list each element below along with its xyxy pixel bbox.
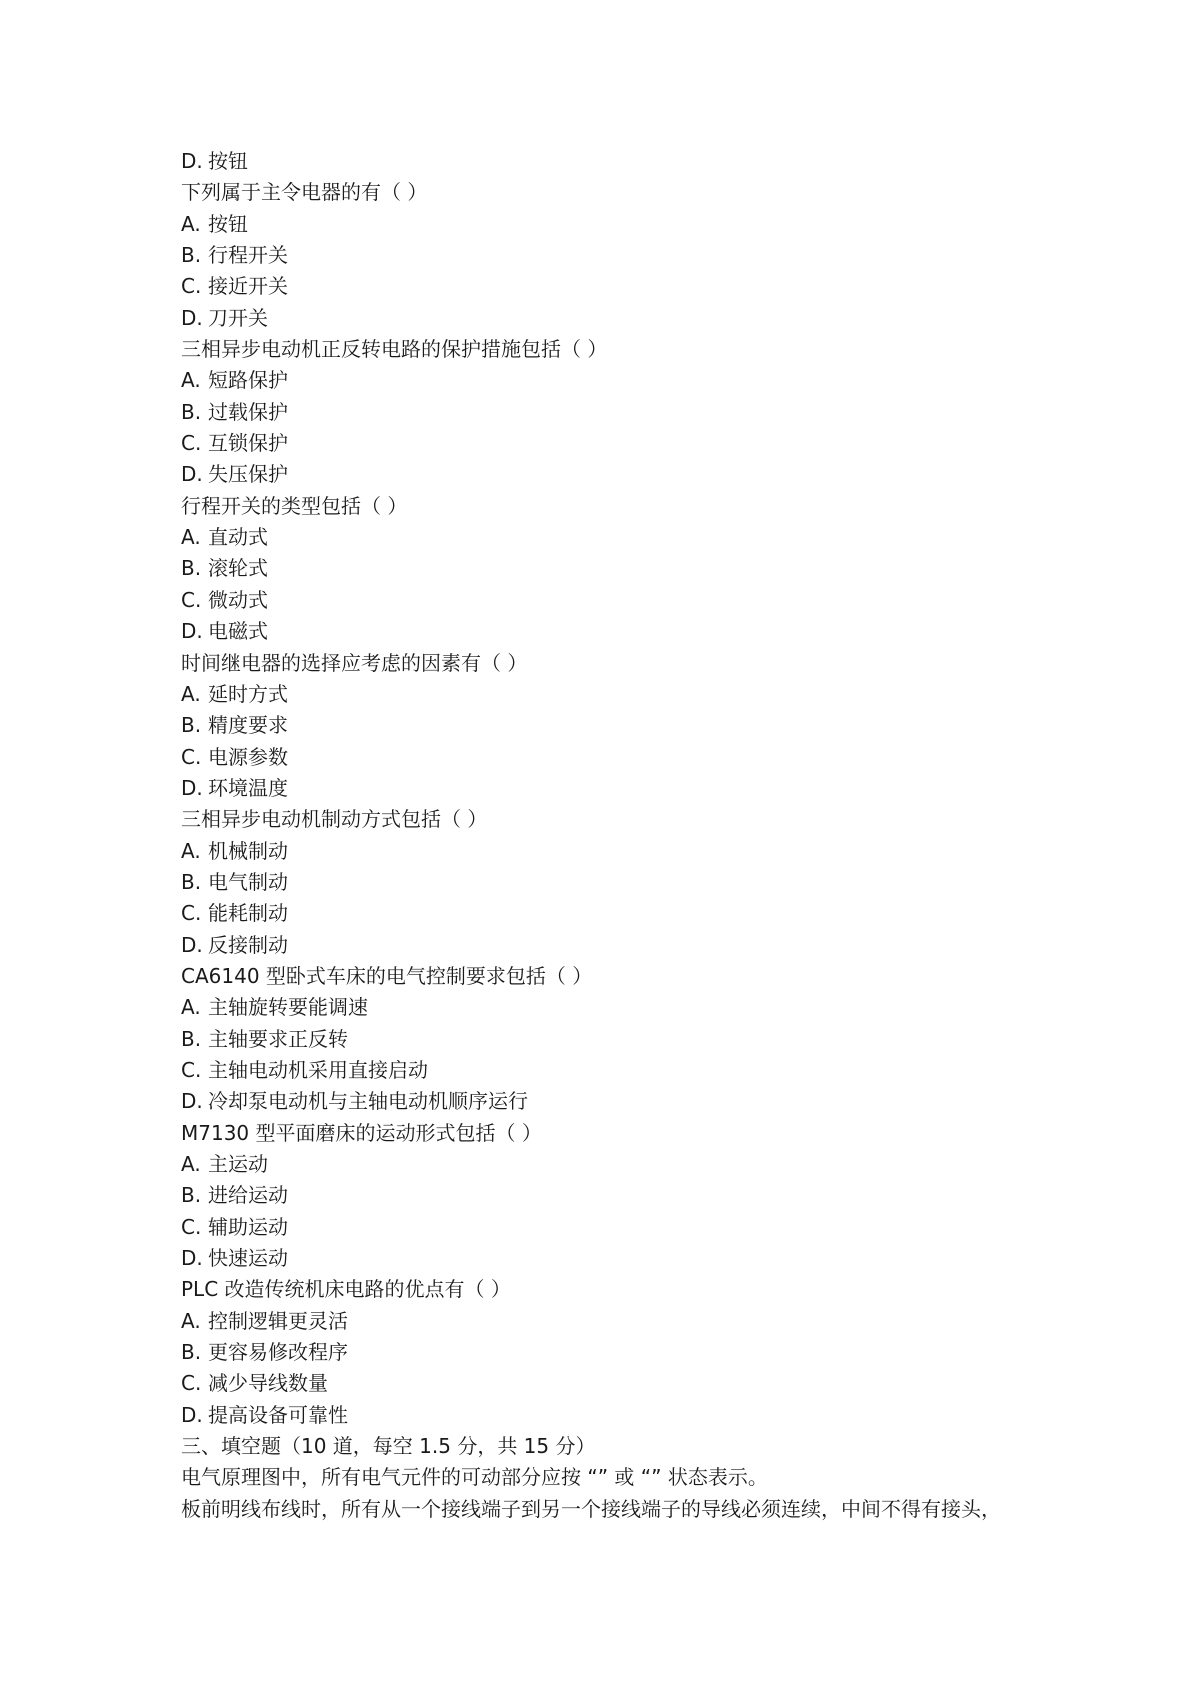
answer-option <box>181 459 1061 490</box>
option-letter: B. <box>181 869 202 894</box>
option-text: 接近开关 <box>208 274 288 299</box>
answer-option <box>181 710 1061 741</box>
option-letter: A. <box>181 368 201 393</box>
option-letter: C. <box>181 1371 202 1396</box>
option-text: 按钮 <box>208 211 248 236</box>
option-text: 主轴要求正反转 <box>208 1026 348 1051</box>
answer-option <box>181 428 1061 459</box>
option-text: 刀开关 <box>208 305 268 330</box>
option-text: 主轴电动机采用直接启动 <box>208 1057 428 1082</box>
document-body <box>181 146 1061 1525</box>
option-letter: A. <box>181 211 201 236</box>
option-letter: B. <box>181 1340 202 1365</box>
option-letter: C. <box>181 901 202 926</box>
option-text: 短路保护 <box>208 368 288 393</box>
question-text: 板前明线布线时，所有从一个接线端子到另一个接线端子的导线必须连续，中间不得有接头， <box>181 1496 1001 1521</box>
option-text: 按钮 <box>208 149 248 173</box>
option-letter: D. <box>181 1089 203 1114</box>
answer-option <box>181 365 1061 396</box>
option-text: 主轴旋转要能调速 <box>208 995 368 1020</box>
answer-option <box>181 240 1061 271</box>
answer-option <box>181 553 1061 584</box>
answer-option <box>181 992 1061 1023</box>
option-letter: C. <box>181 274 202 299</box>
answer-option <box>181 146 1061 177</box>
answer-option <box>181 522 1061 553</box>
option-letter: A. <box>181 1152 201 1176</box>
option-letter: C. <box>181 431 202 456</box>
question-text: 三相异步电动机制动方式包括（ ） <box>181 807 488 832</box>
option-letter: C. <box>181 1057 202 1082</box>
option-text: 过载保护 <box>208 399 288 424</box>
option-letter: D. <box>181 619 203 644</box>
section-heading: 三、填空题（10 道，每空 1.5 分，共 15 分） <box>181 1434 596 1459</box>
option-letter: B. <box>181 556 202 581</box>
option-text: 电气制动 <box>208 869 288 894</box>
option-letter: A. <box>181 838 201 863</box>
option-text: 提高设备可靠性 <box>208 1402 348 1427</box>
option-letter: D. <box>181 775 203 800</box>
answer-option <box>181 1400 1061 1431</box>
option-letter: B. <box>181 1026 202 1051</box>
answer-option <box>181 742 1061 773</box>
option-text: 更容易修改程序 <box>208 1340 348 1365</box>
answer-option <box>181 679 1061 710</box>
question-text: CA6140 型卧式车床的电气控制要求包括（ ） <box>181 963 593 988</box>
option-text: 电源参数 <box>208 744 288 769</box>
answer-option <box>181 271 1061 302</box>
option-text: 直动式 <box>208 525 268 550</box>
answer-option <box>181 1337 1061 1368</box>
option-text: 互锁保护 <box>208 431 288 456</box>
option-letter: D. <box>181 1246 203 1271</box>
question-text: 时间继电器的选择应考虑的因素有（ ） <box>181 650 528 675</box>
option-letter: C. <box>181 744 202 769</box>
answer-option <box>181 1180 1061 1211</box>
option-text: 冷却泵电动机与主轴电动机顺序运行 <box>208 1089 528 1114</box>
option-text: 失压保护 <box>208 462 288 487</box>
option-text: 进给运动 <box>208 1183 288 1208</box>
answer-option <box>181 1368 1061 1399</box>
option-letter: A. <box>181 525 201 550</box>
answer-option <box>181 303 1061 334</box>
answer-option <box>181 1024 1061 1055</box>
option-text: 行程开关 <box>208 243 288 268</box>
question-text: 电气原理图中，所有电气元件的可动部分应按 “” 或 “” 状态表示。 <box>181 1465 768 1490</box>
option-text: 减少导线数量 <box>208 1371 328 1396</box>
option-text: 延时方式 <box>208 681 288 706</box>
option-letter: D. <box>181 462 203 487</box>
answer-option <box>181 397 1061 428</box>
question-text: 行程开关的类型包括（ ） <box>181 493 408 518</box>
option-text: 能耗制动 <box>208 901 288 926</box>
answer-option <box>181 898 1061 929</box>
option-letter: D. <box>181 149 203 173</box>
answer-option <box>181 836 1061 867</box>
answer-option <box>181 1086 1061 1117</box>
answer-option <box>181 1243 1061 1274</box>
option-text: 主运动 <box>208 1152 268 1176</box>
answer-option <box>181 1149 1061 1180</box>
answer-option <box>181 1212 1061 1243</box>
answer-option <box>181 1055 1061 1086</box>
question-text: M7130 型平面磨床的运动形式包括（ ） <box>181 1120 542 1145</box>
option-letter: A. <box>181 681 201 706</box>
option-letter: D. <box>181 1402 203 1427</box>
option-letter: B. <box>181 713 202 738</box>
answer-option <box>181 773 1061 804</box>
option-letter: C. <box>181 587 202 612</box>
option-text: 精度要求 <box>208 713 288 738</box>
option-text: 辅助运动 <box>208 1214 288 1239</box>
question-text: 下列属于主令电器的有（ ） <box>181 180 428 205</box>
answer-option <box>181 209 1061 240</box>
question-text: PLC 改造传统机床电路的优点有（ ） <box>181 1277 511 1302</box>
option-text: 电磁式 <box>208 619 268 644</box>
option-letter: C. <box>181 1214 202 1239</box>
option-letter: A. <box>181 1308 201 1333</box>
answer-option <box>181 1306 1061 1337</box>
answer-option <box>181 616 1061 647</box>
option-text: 快速运动 <box>208 1246 288 1271</box>
option-letter: A. <box>181 995 201 1020</box>
option-letter: B. <box>181 1183 202 1208</box>
answer-option <box>181 930 1061 961</box>
question-text: 三相异步电动机正反转电路的保护措施包括（ ） <box>181 337 608 362</box>
option-text: 机械制动 <box>208 838 288 863</box>
option-text: 微动式 <box>208 587 268 612</box>
option-letter: B. <box>181 243 202 268</box>
option-letter: B. <box>181 399 202 424</box>
answer-option <box>181 867 1061 898</box>
option-text: 反接制动 <box>208 932 288 957</box>
option-letter: D. <box>181 932 203 957</box>
answer-option <box>181 585 1061 616</box>
option-text: 环境温度 <box>208 775 288 800</box>
option-text: 控制逻辑更灵活 <box>208 1308 348 1333</box>
option-letter: D. <box>181 305 203 330</box>
option-text: 滚轮式 <box>208 556 268 581</box>
